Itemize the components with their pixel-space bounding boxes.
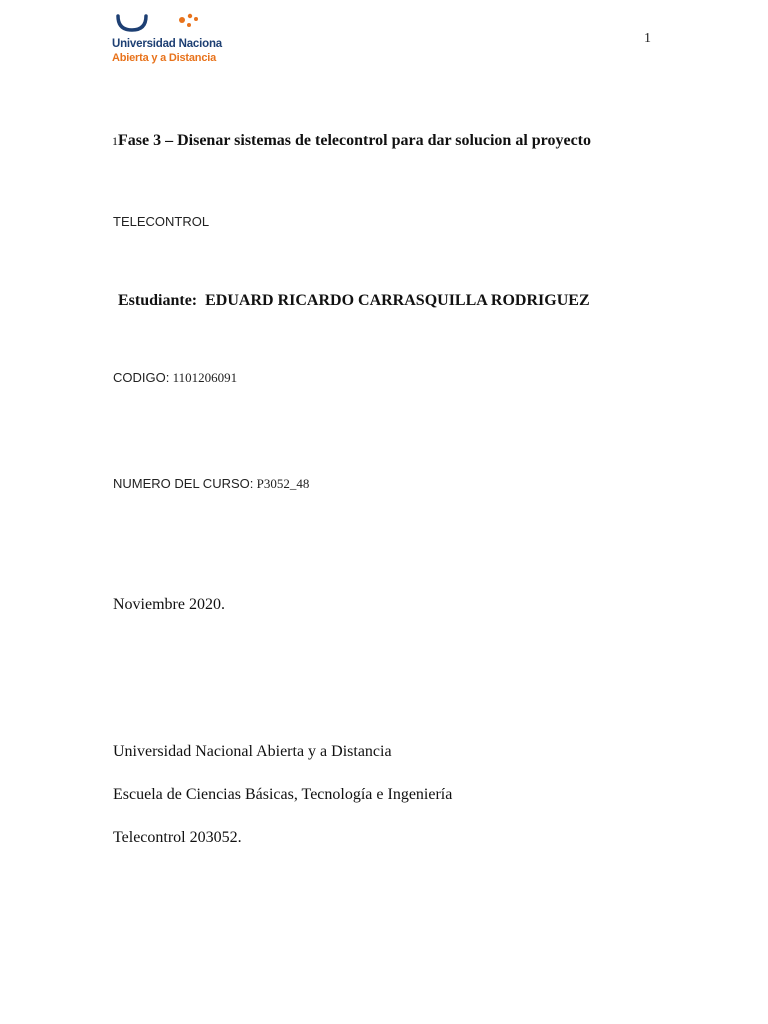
document-title <box>112 132 591 150</box>
student-name: EDUARD RICARDO CARRASQUILLA RODRIGUEZ <box>205 292 590 309</box>
logo-mark-icon <box>112 6 232 40</box>
codigo-value: 1101206091 <box>172 370 238 385</box>
codigo-label: CODIGO: <box>113 370 170 385</box>
student-label: Estudiante: <box>118 292 198 309</box>
page-number: 1 <box>644 31 651 46</box>
university-logo <box>112 6 232 66</box>
university-name: Universidad Nacional Abierta y a Distancia <box>113 743 392 760</box>
curso-value: P3052_48 <box>256 476 310 491</box>
school-name: Escuela de Ciencias Básicas, Tecnología e Ingeniería <box>113 786 453 803</box>
date-line: Noviembre 2020. <box>113 596 225 613</box>
curso-line <box>113 476 309 492</box>
course-name: Telecontrol 203052. <box>113 829 242 846</box>
footnote-marker: 1 <box>112 134 118 148</box>
subject-line: TELECONTROL <box>113 214 210 229</box>
title-text: Fase 3 – Disenar sistemas de telecontrol para dar solucion al proyecto <box>118 132 591 149</box>
logo-text-line1: Universidad Naciona <box>112 38 222 50</box>
curso-label: NUMERO DEL CURSO: <box>113 476 254 491</box>
codigo-line <box>113 370 237 386</box>
logo-text-line2: Abierta y a Distancia <box>112 52 217 64</box>
student-line <box>118 292 590 310</box>
